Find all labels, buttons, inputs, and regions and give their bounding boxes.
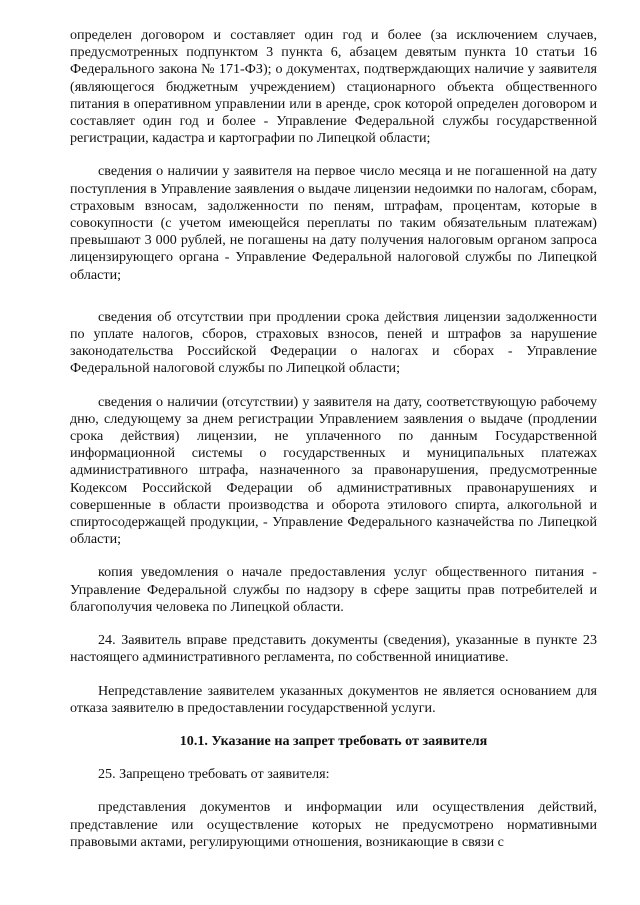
document-page: [70, 27, 597, 851]
paragraph-documents-not-required: представления документов и информации или осуществления действий, представление или осуществление которых не предусмотрено нормативными правовыми актами, регулирующими отношения, возникающие в связи с: [70, 799, 597, 850]
paragraph-tax-arrears: сведения о наличии у заявителя на первое число месяца и не погашенной на дату поступления в Управление заявления о выдаче лицензии недоимки по налогам, сборам, страховым взносам, задолженности по пеням, штрафам, процентам, которые в совокупности (с учетом имеющейся переплаты по таким обязательным платежам) превышают 3 000 рублей, не погашены на дату получения налоговым органом запроса лицензирующего органа - Управление Федеральной налоговой службы по Липецкой области;: [70, 163, 597, 283]
paragraph-administrative-fine: сведения о наличии (отсутствии) у заявителя на дату, соответствующую рабочему дню, следующему за днем регистрации Управлением заявления о выдаче (продлении срока действия) лицензии, не уплаченного по данным Государственной информационной системы о государственных и муниципальных платежах административного штрафа, назначенного за правонарушения, предусмотренные Кодексом Российской Федерации об административных правонарушениях и совершенные в области производства и оборота этилового спирта, алкогольной и спиртосодержащей продукции, - Управление Федерального казначейства по Липецкой области;: [70, 393, 597, 548]
paragraph-tax-debt-renewal: сведения об отсутствии при продлении срока действия лицензии задолженности по уплате налогов, сборов, страховых взносов, пеней и штрафов за нарушение законодательства Российской Федерации о налогах и сборах - Управление Федеральной налоговой службы по Липецкой области;: [70, 308, 597, 377]
section-heading-10-1: 10.1. Указание на запрет требовать от заявителя: [179, 732, 488, 749]
paragraph-24-own-initiative: 24. Заявитель вправе представить документы (сведения), указанные в пункте 23 настоящего административного регламента, по собственной инициативе.: [70, 632, 597, 666]
paragraph-25-prohibited: 25. Запрещено требовать от заявителя:: [98, 766, 330, 783]
paragraph-non-submission: Непредставление заявителем указанных документов не является основанием для отказа заявителю в предоставлении государственной услуги.: [70, 682, 597, 716]
paragraph-notification-copy: копия уведомления о начале предоставления услуг общественного питания - Управление Федеральной службы по надзору в сфере защиты прав потребителей и благополучия человека по Липецкой области.: [70, 564, 597, 615]
paragraph-lease-rosreestr: определен договором и составляет один год и более (за исключением случаев, предусмотренных подпунктом 3 пункта 6, абзацем девятым пункта 10 статьи 16 Федерального закона № 171-ФЗ); о документах, подтверждающих наличие у заявителя (являющегося бюджетным учреждением) стационарного объекта общественного питания в оперативном управлении или в аренде, срок которой определен договором и составляет один год и более - Управление Федеральной службы государственной регистрации, кадастра и картографии по Липецкой области;: [70, 27, 597, 147]
